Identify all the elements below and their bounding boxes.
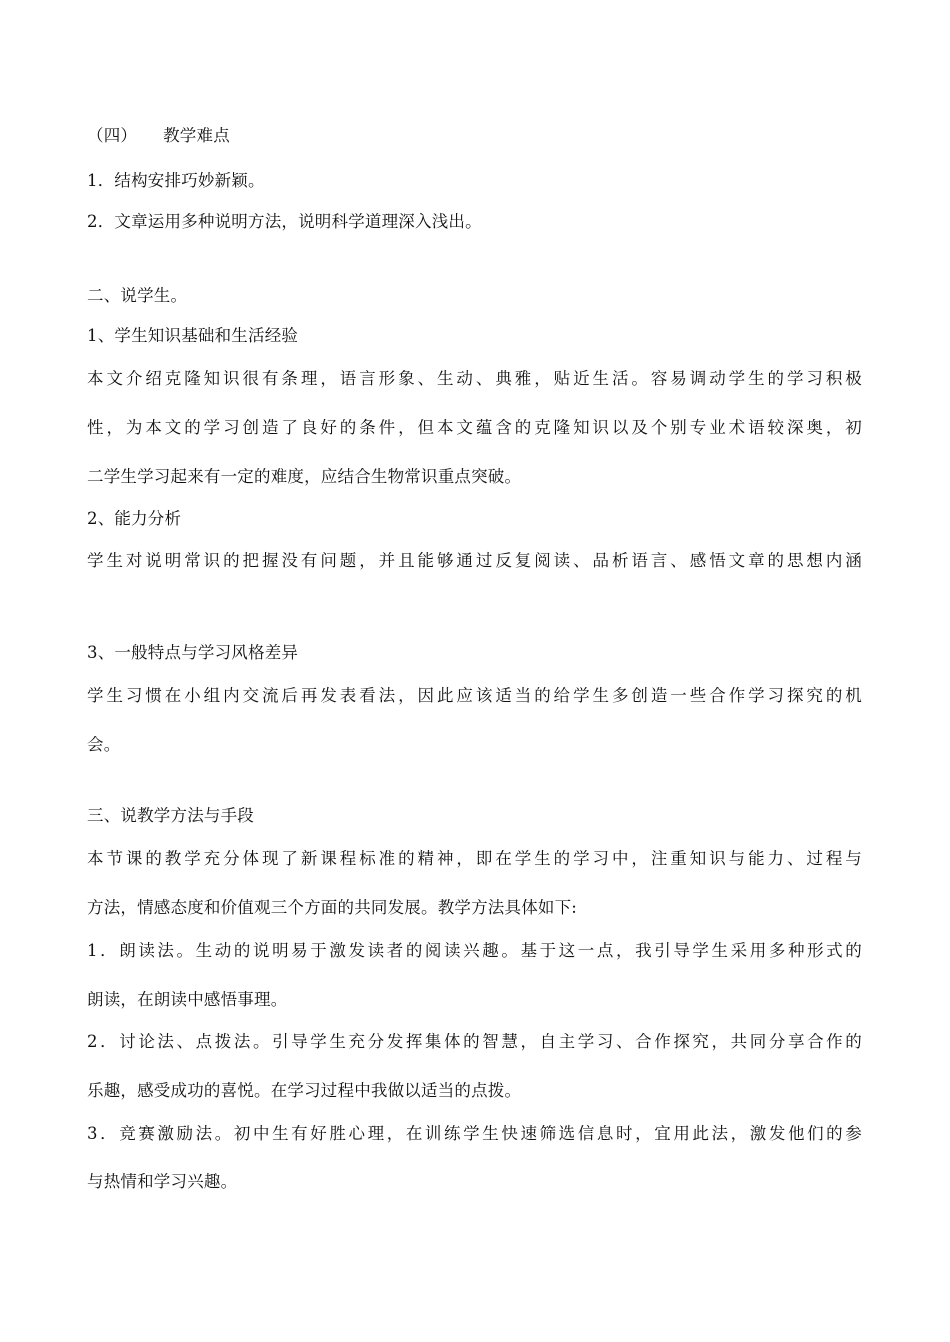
method-1-line-1: 1．朗读法。生动的说明易于激发读者的阅读兴趣。基于这一点，我引导学生采用多种形式的 xyxy=(87,941,862,960)
heading-number: （四） xyxy=(87,126,138,145)
method-1-line-2: 朗读，在朗读中感悟事理。 xyxy=(87,990,288,1009)
students-item-1-line-3: 二学生学习起来有一定的难度，应结合生物常识重点突破。 xyxy=(87,467,522,486)
students-item-1-line-2: 性，为本文的学习创造了良好的条件，但本文蕴含的克隆知识以及个别专业术语较深奥，初 xyxy=(87,418,862,437)
section-title-methods: 三、说教学方法与手段 xyxy=(87,806,254,825)
students-item-3-line-1: 学生习惯在小组内交流后再发表看法，因此应该适当的给学生多创造一些合作学习探究的机 xyxy=(87,686,862,705)
methods-intro-line-2: 方法，情感态度和价值观三个方面的共同发展。教学方法具体如下: xyxy=(87,898,578,917)
students-item-1-line-1: 本文介绍克隆知识很有条理，语言形象、生动、典雅，贴近生活。容易调动学生的学习积极 xyxy=(87,369,862,388)
method-3-line-2: 与热情和学习兴趣。 xyxy=(87,1172,238,1191)
methods-intro-line-1: 本节课的教学充分体现了新课程标准的精神，即在学生的学习中，注重知识与能力、过程与 xyxy=(87,849,862,868)
students-item-2-title: 2、能力分析 xyxy=(87,509,182,528)
students-item-3-line-2: 会。 xyxy=(87,735,121,754)
heading-title: 教学难点 xyxy=(163,126,230,145)
method-2-line-1: 2．讨论法、点拨法。引导学生充分发挥集体的智慧，自主学习、合作探究，共同分享合作的 xyxy=(87,1032,862,1051)
difficulty-item-1: 1．结构安排巧妙新颖。 xyxy=(87,171,265,190)
students-item-2-line-1: 学生对说明常识的把握没有问题，并且能够通过反复阅读、品析语言、感悟文章的思想内涵 xyxy=(87,551,862,570)
method-2-line-2: 乐趣，感受成功的喜悦。在学习过程中我做以适当的点拨。 xyxy=(87,1081,522,1100)
students-item-3-title: 3、一般特点与学习风格差异 xyxy=(87,643,299,662)
students-item-1-title: 1、学生知识基础和生活经验 xyxy=(87,326,299,345)
method-3-line-1: 3．竞赛激励法。初中生有好胜心理，在训练学生快速筛选信息时，宜用此法，激发他们的参 xyxy=(87,1124,862,1143)
section-title-students: 二、说学生。 xyxy=(87,286,188,305)
heading-difficulties xyxy=(87,126,230,146)
difficulty-item-2: 2．文章运用多种说明方法，说明科学道理深入浅出。 xyxy=(87,212,482,231)
